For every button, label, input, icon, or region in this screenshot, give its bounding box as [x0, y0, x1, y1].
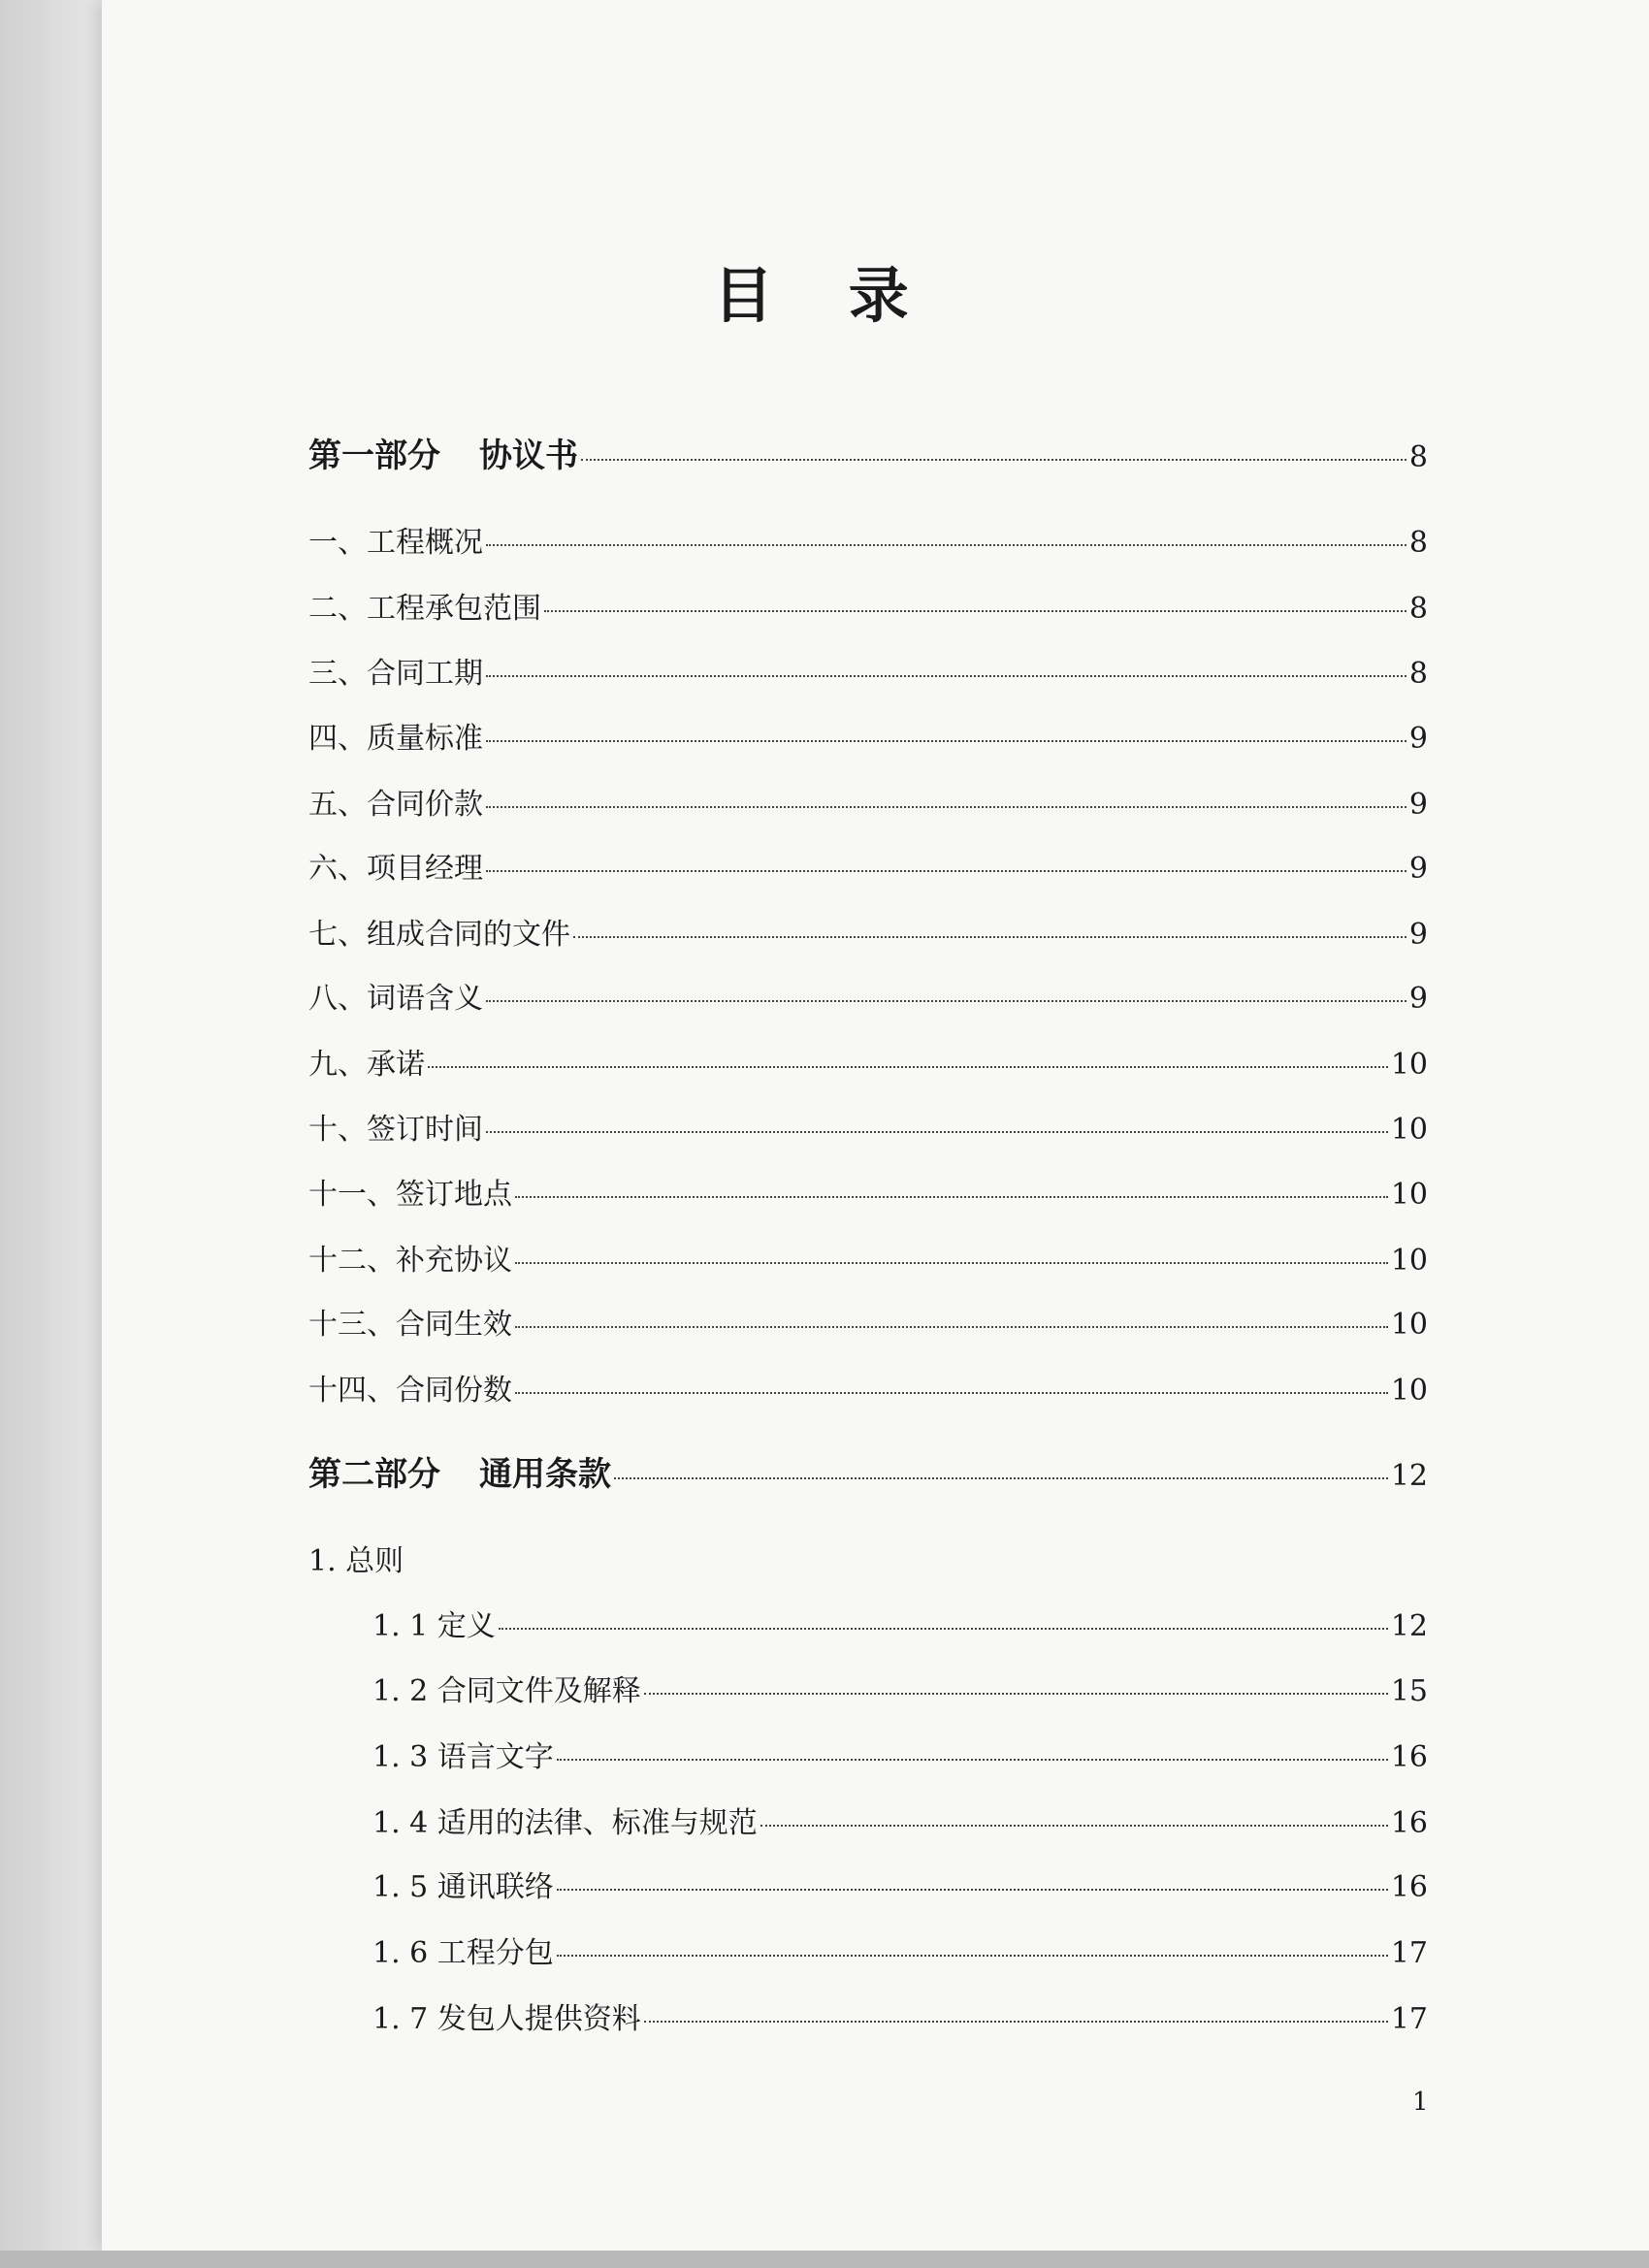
toc-dot-leader	[581, 459, 1406, 461]
toc-entry	[308, 1174, 1428, 1216]
toc-dot-leader	[515, 1326, 1388, 1328]
toc-page-number: 16	[1390, 1740, 1428, 1774]
scan-left-margin	[0, 0, 102, 2251]
toc-page-number: 9	[1408, 982, 1428, 1016]
toc-entry	[372, 1736, 1428, 1779]
toc-part-number: 第二部分	[308, 1455, 440, 1494]
toc-entry	[308, 848, 1428, 891]
toc-entry-label: 十四、合同份数	[308, 1374, 512, 1408]
toc-page-number: 10	[1390, 1374, 1428, 1408]
toc-entry	[308, 978, 1428, 1021]
scan-bottom-edge	[0, 2251, 1649, 2268]
toc-page-number: 12	[1390, 1459, 1428, 1493]
toc-entry-label: 1. 4 适用的法律、标准与规范	[372, 1806, 758, 1840]
toc-entry	[308, 784, 1428, 826]
toc-section-heading	[308, 1540, 1428, 1583]
toc-entry-label: 三、合同工期	[308, 657, 483, 691]
toc-dot-leader	[499, 1628, 1388, 1630]
toc-dot-leader	[486, 675, 1406, 677]
toc-part-label	[308, 435, 578, 477]
toc-entry	[308, 1370, 1428, 1412]
toc-dot-leader	[515, 1392, 1388, 1394]
toc-page-number: 9	[1408, 722, 1428, 756]
toc-page-number: 10	[1390, 1244, 1428, 1278]
toc-dot-leader	[428, 1066, 1388, 1068]
toc-entry	[308, 1304, 1428, 1346]
toc-entry	[308, 653, 1428, 696]
toc-entry-label: 1. 总则	[308, 1544, 404, 1578]
toc-entry-label: 九、承诺	[308, 1048, 425, 1082]
toc-entry-label: 十、签订时间	[308, 1113, 483, 1147]
toc-page-number: 9	[1408, 918, 1428, 952]
toc-page-number: 15	[1390, 1674, 1428, 1708]
toc-entry-label: 八、词语含义	[308, 982, 483, 1016]
toc-page-number: 10	[1390, 1048, 1428, 1082]
toc-entry-label: 1. 7 发包人提供资料	[372, 2002, 641, 2036]
toc-page-number: 9	[1408, 788, 1428, 822]
toc-page-number: 16	[1390, 1870, 1428, 1904]
toc-entry-label: 二、工程承包范围	[308, 592, 541, 626]
toc-dot-leader	[557, 1759, 1388, 1761]
toc-entry-label: 1. 1 定义	[372, 1609, 496, 1643]
toc-entry-label: 1. 6 工程分包	[372, 1936, 554, 1970]
toc-dot-leader	[644, 1693, 1388, 1695]
toc-entry	[308, 718, 1428, 761]
toc-dot-leader	[760, 1825, 1388, 1827]
toc-page-number: 16	[1390, 1806, 1428, 1840]
toc-dot-leader	[614, 1477, 1388, 1479]
toc-page-number: 8	[1408, 592, 1428, 626]
toc-page-number: 8	[1408, 526, 1428, 560]
toc-dot-leader	[486, 544, 1406, 546]
toc-part-title: 通用条款	[479, 1455, 611, 1494]
page-number: 1	[1412, 2088, 1429, 2117]
toc-page-number: 8	[1408, 657, 1428, 691]
toc-dot-leader	[486, 1131, 1388, 1133]
toc-entry	[372, 1998, 1428, 2041]
toc-page-number: 9	[1408, 852, 1428, 886]
toc-page-number: 10	[1390, 1178, 1428, 1212]
toc-page-number: 12	[1390, 1609, 1428, 1643]
toc-page-number: 8	[1408, 440, 1428, 474]
toc-dot-leader	[486, 740, 1406, 742]
toc-entry-label: 十三、合同生效	[308, 1308, 512, 1342]
toc-entry	[308, 1240, 1428, 1282]
toc-dot-leader	[644, 2021, 1388, 2023]
toc-dot-leader	[515, 1196, 1388, 1198]
toc-entry	[372, 1932, 1428, 1975]
toc-part-title: 协议书	[479, 437, 578, 475]
toc-entry-label: 六、项目经理	[308, 852, 483, 886]
toc-entry	[308, 588, 1428, 631]
toc-entry-label: 五、合同价款	[308, 788, 483, 822]
toc-dot-leader	[486, 870, 1406, 872]
toc-page-number: 10	[1390, 1113, 1428, 1147]
toc-entry	[308, 1109, 1428, 1151]
toc-entry-label: 十二、补充协议	[308, 1244, 512, 1278]
toc-dot-leader	[557, 1955, 1388, 1957]
toc-entry-label: 1. 2 合同文件及解释	[372, 1674, 641, 1708]
toc-dot-leader	[486, 1000, 1406, 1002]
toc-entry-label: 四、质量标准	[308, 722, 483, 756]
toc-part-label	[308, 1453, 611, 1496]
toc-entry-label: 1. 5 通讯联络	[372, 1870, 554, 1904]
toc-entry	[308, 914, 1428, 956]
toc-page-number: 10	[1390, 1308, 1428, 1342]
toc-entry-label: 十一、签订地点	[308, 1178, 512, 1212]
toc-part-number: 第一部分	[308, 437, 440, 475]
toc-dot-leader	[486, 806, 1406, 808]
toc-entry	[308, 522, 1428, 565]
toc-part-heading	[308, 435, 1428, 479]
toc-entry	[372, 1802, 1428, 1845]
toc-page-number: 17	[1390, 1936, 1428, 1970]
toc-entry	[308, 1044, 1428, 1086]
toc-dot-leader	[557, 1889, 1388, 1891]
toc-entry	[372, 1866, 1428, 1909]
toc-page-number: 17	[1390, 2002, 1428, 2036]
toc-entry	[372, 1670, 1428, 1713]
toc-part-heading	[308, 1453, 1428, 1498]
page-title: 目 录	[713, 260, 936, 331]
toc-entry	[372, 1605, 1428, 1648]
toc-dot-leader	[544, 610, 1406, 612]
toc-entry-label: 七、组成合同的文件	[308, 918, 570, 952]
toc-entry-label: 1. 3 语言文字	[372, 1740, 554, 1774]
toc-entry-label: 一、工程概况	[308, 526, 483, 560]
toc-dot-leader	[515, 1262, 1388, 1264]
toc-dot-leader	[573, 936, 1406, 938]
